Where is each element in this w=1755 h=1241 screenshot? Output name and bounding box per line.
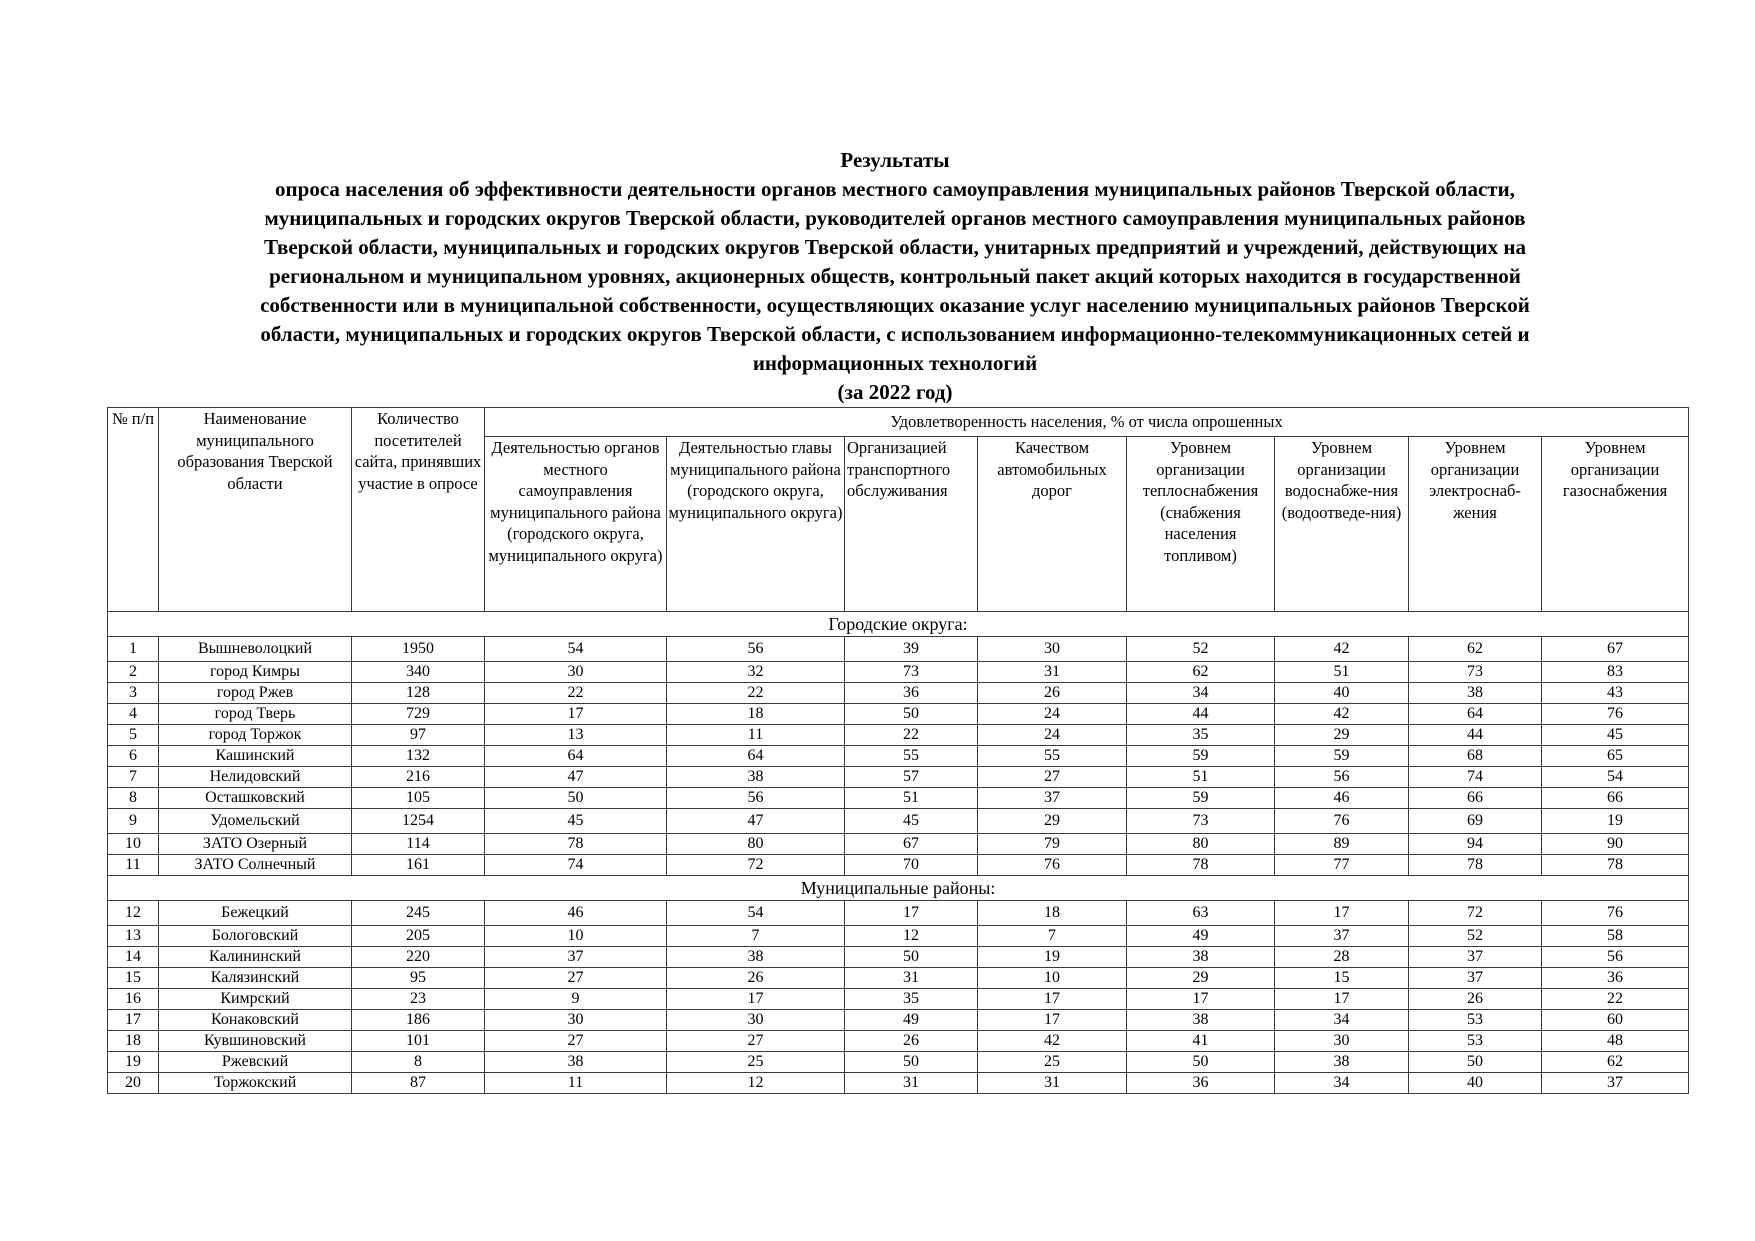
document-title: Результаты xyxy=(840,148,950,172)
table-cell: 31 xyxy=(845,968,978,989)
table-cell: 87 xyxy=(352,1073,485,1094)
table-cell: Конаковский xyxy=(159,1010,352,1031)
table-cell: 205 xyxy=(352,926,485,947)
table-cell: 34 xyxy=(1275,1073,1409,1094)
subtitle-line: опроса населения об эффективности деятельности органов местного самоуправления муниципальных районов Тверской области, xyxy=(275,177,1515,201)
table-cell: 59 xyxy=(1275,746,1409,767)
table-cell: Ржевский xyxy=(159,1052,352,1073)
table-cell: 26 xyxy=(978,683,1127,704)
table-cell: 17 xyxy=(667,989,845,1010)
table-cell: 37 xyxy=(1409,947,1542,968)
table-cell: Осташковский xyxy=(159,788,352,809)
table-cell: 62 xyxy=(1542,1052,1689,1073)
table-row xyxy=(108,947,1689,968)
table-cell: 17 xyxy=(1127,989,1275,1010)
table-cell: 59 xyxy=(1127,746,1275,767)
header-roads: Качеством автомобильных дорог xyxy=(978,437,1127,612)
table-cell: 55 xyxy=(978,746,1127,767)
subtitle-line: муниципальных и городских округов Тверской области, руководителей органов местного самоуправления муниципальных районов xyxy=(264,206,1526,230)
table-row xyxy=(108,637,1689,662)
table-cell: 17 xyxy=(485,704,667,725)
table-cell: 26 xyxy=(1409,989,1542,1010)
table-cell: 42 xyxy=(1275,637,1409,662)
table-cell: 26 xyxy=(845,1031,978,1052)
table-cell: 83 xyxy=(1542,662,1689,683)
table-cell: 30 xyxy=(978,637,1127,662)
table-cell: 4 xyxy=(108,704,159,725)
table-cell: 38 xyxy=(667,947,845,968)
table-cell: 47 xyxy=(667,809,845,834)
table-cell: 17 xyxy=(845,901,978,926)
table-cell: 18 xyxy=(667,704,845,725)
table-cell: 27 xyxy=(485,968,667,989)
header-gas-supply: Уровнем организации газоснабжения xyxy=(1542,437,1689,612)
table-row xyxy=(108,1010,1689,1031)
table-cell: 15 xyxy=(108,968,159,989)
section-row xyxy=(108,876,1689,901)
table-cell: 11 xyxy=(108,855,159,876)
table-cell: 44 xyxy=(1127,704,1275,725)
table-cell: 17 xyxy=(1275,901,1409,926)
table-cell: 101 xyxy=(352,1031,485,1052)
table-cell: 78 xyxy=(485,834,667,855)
table-cell: 43 xyxy=(1542,683,1689,704)
section-title: Городские округа: xyxy=(108,612,1689,637)
table-cell: 7 xyxy=(108,767,159,788)
table-cell: 37 xyxy=(978,788,1127,809)
table-cell: 58 xyxy=(1542,926,1689,947)
subtitle-line: области, муниципальных и городских округов Тверской области, с использованием информационно-телекоммуникационных сетей и xyxy=(260,322,1530,346)
table-cell: 76 xyxy=(1542,901,1689,926)
table-cell: город Торжок xyxy=(159,725,352,746)
table-cell: 30 xyxy=(485,662,667,683)
table-cell: 52 xyxy=(1127,637,1275,662)
table-cell: 60 xyxy=(1542,1010,1689,1031)
table-cell: 66 xyxy=(1409,788,1542,809)
table-cell: 31 xyxy=(845,1073,978,1094)
table-cell: 7 xyxy=(978,926,1127,947)
table-row xyxy=(108,767,1689,788)
table-cell: 128 xyxy=(352,683,485,704)
table-cell: 78 xyxy=(1127,855,1275,876)
table-cell: 9 xyxy=(485,989,667,1010)
table-cell: 80 xyxy=(1127,834,1275,855)
table-cell: 27 xyxy=(667,1031,845,1052)
table-cell: 53 xyxy=(1409,1031,1542,1052)
table-cell: город Ржев xyxy=(159,683,352,704)
table-cell: 78 xyxy=(1542,855,1689,876)
table-cell: 17 xyxy=(978,989,1127,1010)
table-cell: 105 xyxy=(352,788,485,809)
table-cell: 42 xyxy=(978,1031,1127,1052)
table-cell: 7 xyxy=(667,926,845,947)
table-cell: 15 xyxy=(1275,968,1409,989)
table-cell: 74 xyxy=(1409,767,1542,788)
subtitle-line: Тверской области, муниципальных и городских округов Тверской области, унитарных предприятий и учреждений, действующих на xyxy=(264,235,1526,259)
document-period: (за 2022 год) xyxy=(837,380,953,404)
table-cell: 77 xyxy=(1275,855,1409,876)
table-cell: 19 xyxy=(108,1052,159,1073)
table-cell: 56 xyxy=(667,788,845,809)
table-cell: Калязинский xyxy=(159,968,352,989)
header-head-of-district: Деятельностью главы муниципального района (городского округа, муниципального округа) xyxy=(667,437,845,612)
table-cell: ЗАТО Солнечный xyxy=(159,855,352,876)
header-electricity-supply: Уровнем организации электроснаб-жения xyxy=(1409,437,1542,612)
table-cell: 49 xyxy=(845,1010,978,1031)
table-cell: 20 xyxy=(108,1073,159,1094)
table-cell: 36 xyxy=(845,683,978,704)
table-cell: 245 xyxy=(352,901,485,926)
header-local-government: Деятельностью органов местного самоуправления муниципального района (городского округа, муниципального округа) xyxy=(485,437,667,612)
table-cell: 38 xyxy=(1127,947,1275,968)
table-cell: 39 xyxy=(845,637,978,662)
section-row xyxy=(108,612,1689,637)
header-count: Количество посетителей сайта, принявших участие в опросе xyxy=(352,408,485,612)
table-cell: 97 xyxy=(352,725,485,746)
table-cell: 40 xyxy=(1409,1073,1542,1094)
table-cell: Бежецкий xyxy=(159,901,352,926)
table-row xyxy=(108,746,1689,767)
table-cell: 62 xyxy=(1409,637,1542,662)
header-transport: Организацией транспортного обслуживания xyxy=(845,437,978,612)
table-cell: 14 xyxy=(108,947,159,968)
table-cell: 18 xyxy=(978,901,1127,926)
table-cell: 29 xyxy=(1275,725,1409,746)
table-row xyxy=(108,704,1689,725)
table-cell: 37 xyxy=(1542,1073,1689,1094)
table-cell: 23 xyxy=(352,989,485,1010)
table-cell: 11 xyxy=(485,1073,667,1094)
table-cell: 69 xyxy=(1409,809,1542,834)
table-cell: 11 xyxy=(667,725,845,746)
table-cell: 79 xyxy=(978,834,1127,855)
table-cell: 216 xyxy=(352,767,485,788)
table-cell: 8 xyxy=(352,1052,485,1073)
table-cell: Торжокский xyxy=(159,1073,352,1094)
table-cell: 17 xyxy=(108,1010,159,1031)
table-row xyxy=(108,855,1689,876)
table-cell: Бологовский xyxy=(159,926,352,947)
table-cell: 10 xyxy=(978,968,1127,989)
table-row xyxy=(108,968,1689,989)
table-cell: 37 xyxy=(485,947,667,968)
table-row xyxy=(108,662,1689,683)
table-cell: 76 xyxy=(1542,704,1689,725)
table-cell: 22 xyxy=(1542,989,1689,1010)
table-cell: 74 xyxy=(485,855,667,876)
table-cell: 73 xyxy=(1127,809,1275,834)
table-cell: Вышневолоцкий xyxy=(159,637,352,662)
table-row xyxy=(108,725,1689,746)
table-row xyxy=(108,683,1689,704)
table-cell: 50 xyxy=(845,704,978,725)
table-row xyxy=(108,989,1689,1010)
table-cell: 67 xyxy=(845,834,978,855)
document-title-block xyxy=(100,146,1690,407)
table-cell: 35 xyxy=(1127,725,1275,746)
table-cell: 9 xyxy=(108,809,159,834)
table-cell: 72 xyxy=(1409,901,1542,926)
table-cell: 24 xyxy=(978,725,1127,746)
table-cell: 25 xyxy=(978,1052,1127,1073)
table-cell: 94 xyxy=(1409,834,1542,855)
table-cell: 729 xyxy=(352,704,485,725)
table-cell: 38 xyxy=(1127,1010,1275,1031)
table-cell: ЗАТО Озерный xyxy=(159,834,352,855)
table-cell: 90 xyxy=(1542,834,1689,855)
table-cell: 55 xyxy=(845,746,978,767)
table-cell: 114 xyxy=(352,834,485,855)
table-cell: 44 xyxy=(1409,725,1542,746)
table-cell: 1950 xyxy=(352,637,485,662)
table-cell: 51 xyxy=(845,788,978,809)
table-cell: 37 xyxy=(1409,968,1542,989)
table-cell: 56 xyxy=(1542,947,1689,968)
table-cell: 50 xyxy=(845,1052,978,1073)
table-cell: 19 xyxy=(978,947,1127,968)
table-row xyxy=(108,1052,1689,1073)
table-cell: 2 xyxy=(108,662,159,683)
table-cell: 10 xyxy=(108,834,159,855)
table-cell: 31 xyxy=(978,662,1127,683)
table-cell: 41 xyxy=(1127,1031,1275,1052)
table-cell: 51 xyxy=(1127,767,1275,788)
table-cell: 5 xyxy=(108,725,159,746)
table-cell: 56 xyxy=(667,637,845,662)
table-cell: 73 xyxy=(845,662,978,683)
table-cell: 64 xyxy=(1409,704,1542,725)
header-water-supply: Уровнем организации водоснабже-ния (водоотведе-ния) xyxy=(1275,437,1409,612)
table-cell: 95 xyxy=(352,968,485,989)
table-cell: 1254 xyxy=(352,809,485,834)
table-cell: 24 xyxy=(978,704,1127,725)
header-name: Наименование муниципального образования Тверской области xyxy=(159,408,352,612)
table-cell: 3 xyxy=(108,683,159,704)
table-cell: 50 xyxy=(1409,1052,1542,1073)
table-cell: 67 xyxy=(1542,637,1689,662)
table-cell: 30 xyxy=(667,1010,845,1031)
table-cell: 53 xyxy=(1409,1010,1542,1031)
table-cell: 38 xyxy=(1409,683,1542,704)
table-cell: 50 xyxy=(485,788,667,809)
table-cell: 38 xyxy=(667,767,845,788)
table-row xyxy=(108,926,1689,947)
table-cell: 80 xyxy=(667,834,845,855)
table-cell: Кувшиновский xyxy=(159,1031,352,1052)
table-cell: 64 xyxy=(667,746,845,767)
table-cell: 46 xyxy=(485,901,667,926)
table-cell: 66 xyxy=(1542,788,1689,809)
table-cell: 65 xyxy=(1542,746,1689,767)
table-cell: 17 xyxy=(978,1010,1127,1031)
table-cell: 73 xyxy=(1409,662,1542,683)
table-cell: 22 xyxy=(485,683,667,704)
table-row xyxy=(108,834,1689,855)
table-cell: 76 xyxy=(1275,809,1409,834)
table-cell: 47 xyxy=(485,767,667,788)
table-cell: 45 xyxy=(485,809,667,834)
table-cell: 51 xyxy=(1275,662,1409,683)
table-cell: 57 xyxy=(845,767,978,788)
table-cell: 12 xyxy=(845,926,978,947)
table-cell: 34 xyxy=(1127,683,1275,704)
table-cell: 45 xyxy=(845,809,978,834)
table-cell: 50 xyxy=(1127,1052,1275,1073)
table-cell: 19 xyxy=(1542,809,1689,834)
table-cell: 59 xyxy=(1127,788,1275,809)
table-cell: 12 xyxy=(108,901,159,926)
table-cell: 89 xyxy=(1275,834,1409,855)
table-cell: 70 xyxy=(845,855,978,876)
table-cell: 31 xyxy=(978,1073,1127,1094)
table-cell: 22 xyxy=(667,683,845,704)
table-cell: 46 xyxy=(1275,788,1409,809)
table-cell: Нелидовский xyxy=(159,767,352,788)
table-cell: 340 xyxy=(352,662,485,683)
header-heat-supply: Уровнем организации теплоснабжения (снабжения населения топливом) xyxy=(1127,437,1275,612)
table-cell: 76 xyxy=(978,855,1127,876)
table-row xyxy=(108,1073,1689,1094)
table-cell: 40 xyxy=(1275,683,1409,704)
header-satisfaction-group: Удовлетворенность населения, % от числа опрошенных xyxy=(485,408,1689,437)
table-cell: 18 xyxy=(108,1031,159,1052)
table-cell: 25 xyxy=(667,1052,845,1073)
table-cell: Кашинский xyxy=(159,746,352,767)
table-cell: 64 xyxy=(485,746,667,767)
table-cell: 10 xyxy=(485,926,667,947)
table-cell: 27 xyxy=(485,1031,667,1052)
table-cell: 50 xyxy=(845,947,978,968)
table-cell: 29 xyxy=(978,809,1127,834)
table-cell: Кимрский xyxy=(159,989,352,1010)
table-cell: 26 xyxy=(667,968,845,989)
table-cell: 78 xyxy=(1409,855,1542,876)
table-cell: 17 xyxy=(1275,989,1409,1010)
table-cell: 38 xyxy=(1275,1052,1409,1073)
table-cell: 32 xyxy=(667,662,845,683)
table-cell: 27 xyxy=(978,767,1127,788)
table-cell: 36 xyxy=(1542,968,1689,989)
table-cell: 54 xyxy=(1542,767,1689,788)
table-cell: 1 xyxy=(108,637,159,662)
table-cell: 56 xyxy=(1275,767,1409,788)
table-cell: 13 xyxy=(108,926,159,947)
table-cell: 72 xyxy=(667,855,845,876)
table-cell: 34 xyxy=(1275,1010,1409,1031)
table-cell: 29 xyxy=(1127,968,1275,989)
table-cell: 36 xyxy=(1127,1073,1275,1094)
table-cell: 186 xyxy=(352,1010,485,1031)
table-cell: 16 xyxy=(108,989,159,1010)
table-cell: 30 xyxy=(485,1010,667,1031)
table-cell: 45 xyxy=(1542,725,1689,746)
table-cell: 68 xyxy=(1409,746,1542,767)
table-cell: 220 xyxy=(352,947,485,968)
table-cell: 49 xyxy=(1127,926,1275,947)
table-row xyxy=(108,809,1689,834)
table-cell: 8 xyxy=(108,788,159,809)
table-cell: 38 xyxy=(485,1052,667,1073)
header-num: № п/п xyxy=(108,408,159,612)
table-cell: 42 xyxy=(1275,704,1409,725)
table-header xyxy=(108,408,1689,612)
table-cell: 54 xyxy=(485,637,667,662)
table-cell: город Кимры xyxy=(159,662,352,683)
table-cell: 54 xyxy=(667,901,845,926)
table-cell: 12 xyxy=(667,1073,845,1094)
subtitle-line: информационных технологий xyxy=(752,351,1038,375)
section-title: Муниципальные районы: xyxy=(108,876,1689,901)
table-cell: Калининский xyxy=(159,947,352,968)
table-cell: 30 xyxy=(1275,1031,1409,1052)
subtitle-line: региональном и муниципальном уровнях, акционерных обществ, контрольный пакет акций которых находится в государственной xyxy=(269,264,1521,288)
table-cell: 132 xyxy=(352,746,485,767)
table-cell: Удомельский xyxy=(159,809,352,834)
results-table xyxy=(107,407,1689,1094)
table-cell: 63 xyxy=(1127,901,1275,926)
table-cell: город Тверь xyxy=(159,704,352,725)
table-cell: 48 xyxy=(1542,1031,1689,1052)
table-cell: 37 xyxy=(1275,926,1409,947)
table-row xyxy=(108,1031,1689,1052)
table-cell: 6 xyxy=(108,746,159,767)
table-cell: 35 xyxy=(845,989,978,1010)
table-cell: 52 xyxy=(1409,926,1542,947)
table-cell: 62 xyxy=(1127,662,1275,683)
table-cell: 161 xyxy=(352,855,485,876)
table-body xyxy=(108,612,1689,1094)
table-cell: 13 xyxy=(485,725,667,746)
table-row xyxy=(108,788,1689,809)
table-cell: 22 xyxy=(845,725,978,746)
table-row xyxy=(108,901,1689,926)
table-cell: 28 xyxy=(1275,947,1409,968)
subtitle-line: собственности или в муниципальной собственности, осуществляющих оказание услуг населению муниципальных районов Тверской xyxy=(260,293,1530,317)
